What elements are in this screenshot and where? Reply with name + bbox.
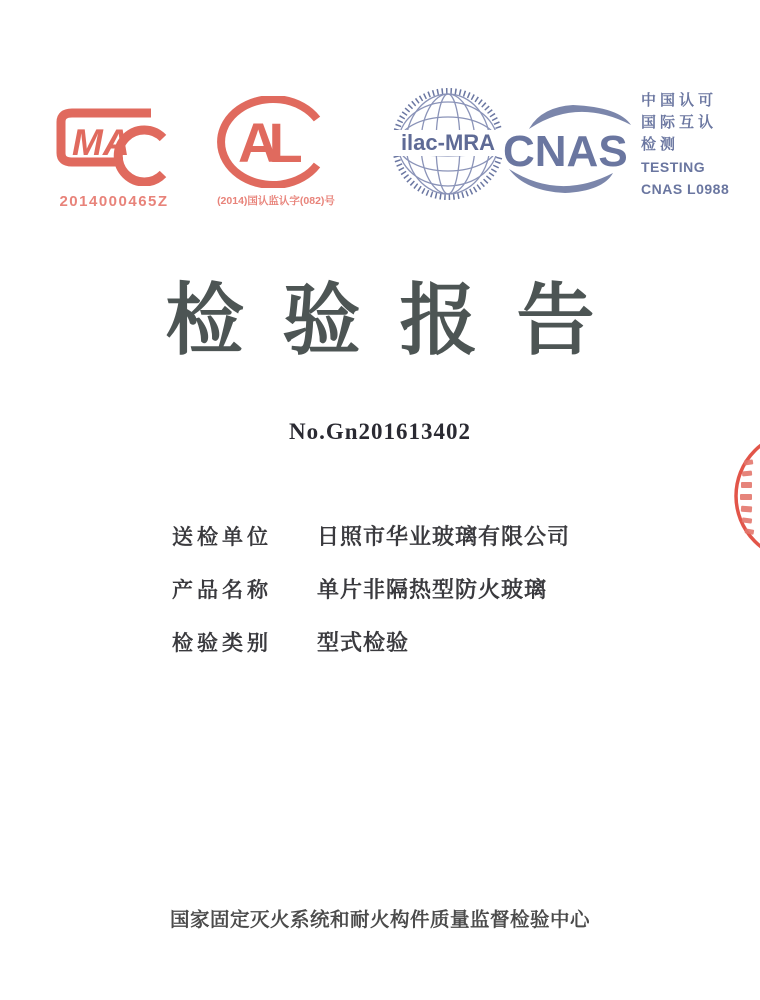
cnas-logo-block	[503, 103, 637, 197]
cnas-line-2: 国际互认	[641, 114, 718, 131]
issuing-center-name: 国家固定灭火系统和耐火构件质量监督检验中心	[169, 910, 590, 931]
ilac-mra-logo-block	[390, 85, 506, 203]
cal-caption: (2014)国认监认字(082)号	[217, 195, 335, 207]
ilac-mra-label: ilac-MRA	[400, 130, 496, 155]
field-value: 型式检验	[317, 630, 410, 655]
field-value: 单片非隔热型防火玻璃	[317, 577, 548, 602]
field-row-product-name	[172, 573, 547, 604]
cnas-text-block	[641, 90, 751, 200]
field-row-consignor	[172, 520, 570, 551]
cma-logo-icon	[51, 104, 177, 186]
page-title: 检验报告	[165, 276, 634, 364]
cnas-line-5: CNAS L0988	[641, 181, 730, 197]
cma-cert-number: 2014000465Z	[59, 193, 169, 210]
cal-logo-icon	[216, 96, 336, 188]
field-label: 产品名称	[172, 578, 272, 602]
cnas-line-1: 中国认可	[641, 92, 718, 109]
field-row-inspection-type	[172, 626, 409, 657]
field-value: 日照市华业玻璃有限公司	[317, 524, 571, 549]
red-seal-arc-icon	[712, 426, 760, 584]
field-label: 送检单位	[172, 525, 272, 549]
cal-letters: AL	[238, 111, 293, 174]
cma-letters: MA	[72, 122, 130, 163]
cal-logo-block	[196, 96, 356, 208]
field-label: 检验类别	[172, 631, 272, 655]
red-seal-partial	[712, 426, 760, 584]
cnas-word: CNAS	[503, 127, 628, 176]
report-number: No.Gn201613402	[288, 419, 472, 444]
cnas-line-3: 检测	[641, 136, 680, 153]
cma-logo-block	[46, 104, 182, 210]
cnas-line-4: TESTING	[641, 159, 706, 175]
ilac-mra-globe-icon	[390, 85, 506, 203]
cnas-logo-icon	[503, 103, 637, 197]
cnas-top-swoosh	[529, 105, 631, 129]
